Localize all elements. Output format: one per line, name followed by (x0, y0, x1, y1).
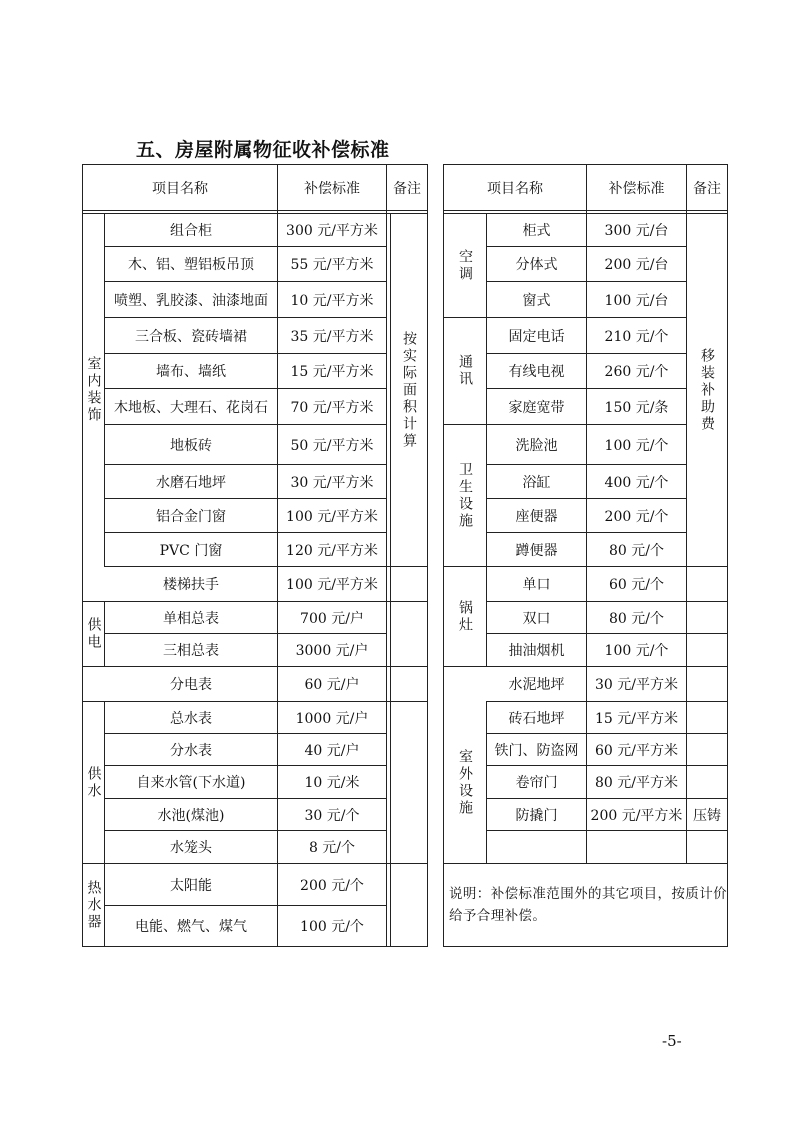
right-row-std: 150 元/条 (604, 399, 669, 416)
right-header-standard: 补偿标准 (608, 180, 665, 197)
left-row-std: 10 元/米 (304, 775, 360, 791)
left-row-name: PVC 门窗 (159, 542, 223, 559)
left-row-name: 分水表 (170, 742, 212, 759)
right-row-std: 100 元/台 (604, 292, 669, 309)
right-row-name: 分体式 (515, 257, 558, 273)
group-water-supply: 供水 (85, 765, 102, 800)
right-row-name: 有线电视 (508, 364, 565, 380)
right-row-name: 洗脸池 (515, 437, 558, 454)
left-row-name: 喷塑、乳胶漆、油漆地面 (114, 292, 268, 309)
left-row-name: 自来水管(下水道) (136, 775, 246, 791)
left-row-std: 8 元/个 (308, 840, 356, 856)
left-row-name: 分电表 (170, 677, 212, 693)
group-water-heater: 热水器 (85, 879, 102, 931)
group-stove: 锅灶 (457, 599, 473, 634)
note-text: 说明：补偿标准范围外的其它项目，按质计价给予合理补偿。 (449, 886, 727, 924)
left-row-std: 15 元/平方米 (290, 364, 374, 380)
group-power-supply: 供电 (85, 617, 102, 651)
right-row-name: 铁门、防盗网 (494, 742, 579, 759)
left-row-std: 30 元/个 (304, 807, 360, 824)
group-sanitary: 卫生设施 (457, 461, 473, 530)
left-row-std: 700 元/户 (300, 610, 364, 627)
left-row-name: 墙布、墙纸 (156, 364, 226, 380)
right-header-remark: 备注 (693, 180, 721, 197)
right-row-std: 15 元/平方米 (595, 710, 678, 727)
right-row-name: 浴缸 (522, 474, 551, 491)
remark-by-area: 按实际面积计算 (401, 330, 417, 450)
right-row-name: 单口 (522, 577, 551, 593)
right-row-std: 400 元/个 (604, 474, 669, 491)
page-title: 五、房屋附属物征收补偿标准 (136, 139, 390, 161)
left-header-standard: 补偿标准 (304, 180, 360, 197)
right-row-name: 固定电话 (508, 328, 565, 345)
right-row-name: 双口 (522, 610, 551, 627)
right-row-std: 260 元/个 (604, 364, 669, 380)
left-row-std: 120 元/平方米 (286, 542, 378, 559)
right-row-std: 100 元/个 (604, 437, 669, 454)
right-row-std: 210 元/个 (604, 328, 669, 345)
left-row-std: 10 元/平方米 (290, 292, 374, 309)
right-row-std: 60 元/个 (609, 577, 664, 593)
group-air-conditioner: 空调 (457, 248, 473, 283)
left-row-name: 木、铝、塑铝板吊顶 (128, 257, 254, 273)
page-number: -5- (662, 1032, 682, 1050)
left-row-name: 水池(煤池) (157, 807, 225, 824)
group-communication: 通讯 (457, 354, 473, 388)
left-row-name: 单相总表 (163, 610, 219, 627)
left-row-name: 水笼头 (170, 840, 212, 856)
right-row-std: 30 元/平方米 (595, 677, 678, 693)
right-row-std: 200 元/平方米 (590, 807, 683, 824)
right-row-name: 家庭宽带 (508, 399, 565, 416)
left-row-std: 300 元/平方米 (286, 223, 378, 239)
left-header-remark: 备注 (393, 180, 421, 197)
left-row-std: 200 元/个 (300, 877, 364, 894)
left-row-std: 70 元/平方米 (290, 399, 374, 416)
right-row-std: 200 元/台 (604, 257, 669, 273)
left-row-std: 1000 元/户 (295, 710, 369, 727)
left-row-name: 总水表 (170, 710, 212, 727)
right-row-name: 防撬门 (515, 807, 558, 824)
right-row-name: 卷帘门 (515, 775, 558, 791)
right-row-std: 300 元/台 (604, 223, 669, 239)
left-row-name: 组合柜 (170, 223, 212, 239)
left-row-std: 30 元/平方米 (290, 474, 374, 491)
left-row-name: 楼梯扶手 (163, 577, 219, 593)
right-row-std: 200 元/个 (604, 508, 669, 525)
left-row-std: 100 元/平方米 (286, 577, 378, 593)
left-row-name: 铝合金门窗 (156, 508, 226, 525)
left-row-name: 三相总表 (163, 643, 219, 659)
remark-relocation-subsidy: 移装补助费 (699, 347, 715, 433)
right-row-remark: 压铸 (693, 807, 721, 824)
left-header-item: 项目名称 (152, 180, 208, 197)
right-row-std: 100 元/个 (604, 643, 669, 659)
right-row-std: 80 元/平方米 (595, 775, 678, 791)
left-row-name: 太阳能 (170, 877, 212, 894)
left-row-std: 100 元/个 (300, 919, 364, 935)
right-header-item: 项目名称 (487, 180, 543, 197)
right-row-name: 砖石地坪 (508, 710, 565, 727)
right-row-name: 柜式 (522, 223, 551, 239)
right-row-name: 水泥地坪 (508, 677, 565, 693)
left-row-name: 木地板、大理石、花岗石 (114, 399, 268, 416)
right-row-name: 座便器 (515, 508, 558, 525)
group-outdoor: 室外设施 (457, 748, 473, 817)
right-row-name: 窗式 (522, 292, 551, 309)
left-row-name: 地板砖 (170, 437, 212, 454)
right-row-std: 60 元/平方米 (595, 742, 678, 759)
left-row-name: 水磨石地坪 (156, 474, 226, 491)
right-row-std: 80 元/个 (609, 610, 664, 627)
group-indoor-decoration: 室内装饰 (85, 356, 102, 424)
left-row-name: 电能、燃气、煤气 (135, 919, 247, 935)
left-row-std: 40 元/户 (304, 742, 360, 759)
left-row-std: 35 元/平方米 (290, 328, 374, 345)
right-row-name: 抽油烟机 (508, 643, 565, 659)
left-row-std: 60 元/户 (304, 677, 360, 693)
left-row-std: 3000 元/户 (295, 643, 369, 659)
left-row-std: 55 元/平方米 (290, 257, 374, 273)
left-row-std: 100 元/平方米 (286, 508, 378, 525)
left-row-std: 50 元/平方米 (290, 437, 374, 454)
right-row-name: 蹲便器 (515, 542, 558, 559)
left-row-name: 三合板、瓷砖墙裙 (135, 328, 247, 345)
right-row-std: 80 元/个 (609, 542, 664, 559)
